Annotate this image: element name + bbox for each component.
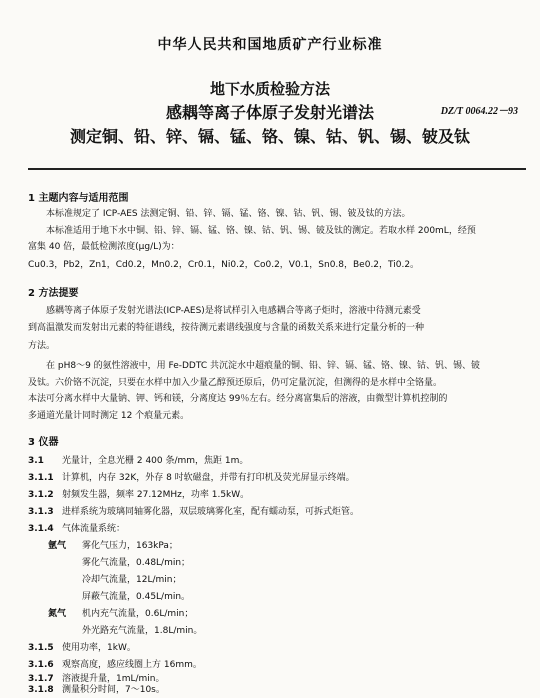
clause-number: 3.1 — [28, 456, 44, 466]
clause-text: 计算机，内存 32K，外存 8 吋软磁盘，并带有打印机及荧光屏显示终端。 — [62, 473, 355, 483]
section-2-heading: 2 方法提要 — [28, 288, 79, 299]
section-3-heading: 3 仪器 — [28, 437, 59, 448]
clause-3-1-8 — [28, 683, 165, 698]
section-2-paragraph-2-line-3: 本法可分离水样中大量钠、钾、钙和镁，分离度达 99％左右。经分离富集后的溶液，由微型计算机控制的 — [28, 394, 448, 404]
argon-item: 冷却气流量，12L/min； — [82, 575, 182, 585]
clause-number: 3.1.4 — [28, 524, 54, 534]
clause-3-1-5 — [28, 641, 136, 656]
clause-text: 测量积分时间，7～10s。 — [62, 685, 165, 695]
title-divider — [28, 168, 526, 170]
standard-number: DZ/T 0064.22－93 — [440, 106, 518, 117]
clause-text: 溶液提升量，1mL/min。 — [62, 674, 165, 684]
clause-text: 气体流量系统： — [62, 524, 126, 534]
section-2-paragraph-2-line-2: 及钛。六价铬不沉淀，只要在水样中加入少量乙醇预还原后，仍可定量沉淀，但测得的是水样中全铬量。 — [28, 378, 443, 388]
clause-3-1-6 — [28, 658, 202, 673]
section-1-paragraph-2-line-1: 本标准适用于地下水中铜、铅、锌、镉、锰、铬、镍、钴、钒、锡、铍及钛的测定。若取水样 200mL，经预 — [46, 226, 476, 236]
clause-number: 3.1.3 — [28, 507, 54, 517]
clause-number: 3.1.7 — [28, 674, 54, 684]
argon-item: 雾化气压力，163kPa； — [82, 541, 178, 551]
clause-text: 光量计，全息光栅 2 400 条/mm，焦距 1m。 — [62, 456, 249, 466]
nitrogen-item: 机内充气流量，0.6L/min； — [82, 609, 194, 619]
nitrogen-item: 外光路充气流量，1.8L/min。 — [82, 626, 203, 636]
clause-3-1-3 — [28, 505, 359, 520]
detection-limits-line: Cu0.3，Pb2，Zn1，Cd0.2，Mn0.2，Cr0.1，Ni0.2，Co0.2，V0.1，Sn0.8，Be0.2，Ti0.2。 — [28, 260, 420, 270]
clause-3-1-2 — [28, 488, 249, 503]
argon-item: 屏蔽气流量，0.45L/min。 — [82, 592, 191, 602]
section-1-paragraph-1: 本标准规定了 ICP-AES 法测定铜、铅、锌、镉、锰、铬、镍、钴、钒、锡、铍及钛的方法。 — [46, 209, 411, 219]
title-line-1: 地下水质检验方法 — [209, 80, 330, 98]
argon-item: 雾化气流量，0.48L/min； — [82, 558, 191, 568]
section-2-paragraph-1-line-3: 方法。 — [28, 341, 56, 351]
clause-number: 3.1.1 — [28, 473, 54, 483]
section-2-paragraph-1-line-2: 到高温激发而发射出元素的特征谱线，按待测元素谱线强度与含量的函数关系来进行定量分析的一种 — [28, 323, 425, 333]
clause-number: 3.1.2 — [28, 490, 54, 500]
clause-text: 使用功率，1kW。 — [62, 643, 136, 653]
title-line-3: 测定铜、铅、锌、镉、锰、铬、镍、钴、钒、锡、铍及钛 — [69, 127, 470, 146]
clause-number: 3.1.8 — [28, 685, 54, 695]
clause-text: 进样系统为玻璃同轴雾化器，双层玻璃雾化室，配有蠕动泵，可拆式炬管。 — [62, 507, 360, 517]
clause-number: 3.1.5 — [28, 643, 54, 653]
nitrogen-label: 氮气 — [48, 609, 67, 619]
clause-text: 射频发生器，频率 27.12MHz，功率 1.5kW。 — [62, 490, 250, 500]
section-2-paragraph-2-line-1: 在 pH8～9 的氨性溶液中，用 Fe-DDTC 共沉淀水中超痕量的铜、铅、锌、镉、锰、铬、镍、钴、钒、锡、铍 — [46, 361, 480, 371]
clause-3-1-4 — [28, 522, 125, 537]
standard-category-header: 中华人民共和国地质矿产行业标准 — [157, 37, 383, 53]
clause-3-1-1 — [28, 471, 355, 486]
clause-number: 3.1.6 — [28, 660, 54, 670]
section-2-paragraph-2-line-4: 多通道光量计同时测定 12 个痕量元素。 — [28, 411, 190, 421]
clause-text: 观察高度，感应线圈上方 16mm。 — [62, 660, 202, 670]
section-1-paragraph-2-line-2: 富集 40 倍，最低检测浓度(μg/L)为： — [28, 242, 180, 252]
argon-label: 氩气 — [48, 541, 67, 551]
clause-3-1 — [28, 454, 248, 469]
title-line-2: 感耦等离子体原子发射光谱法 — [165, 103, 374, 122]
section-2-paragraph-1-line-1: 感耦等离子体原子发射光谱法(ICP-AES)是将试样引入电感耦合等离子炬时，溶液中待测元素受 — [46, 306, 421, 316]
section-1-heading: 1 主题内容与适用范围 — [28, 193, 129, 204]
